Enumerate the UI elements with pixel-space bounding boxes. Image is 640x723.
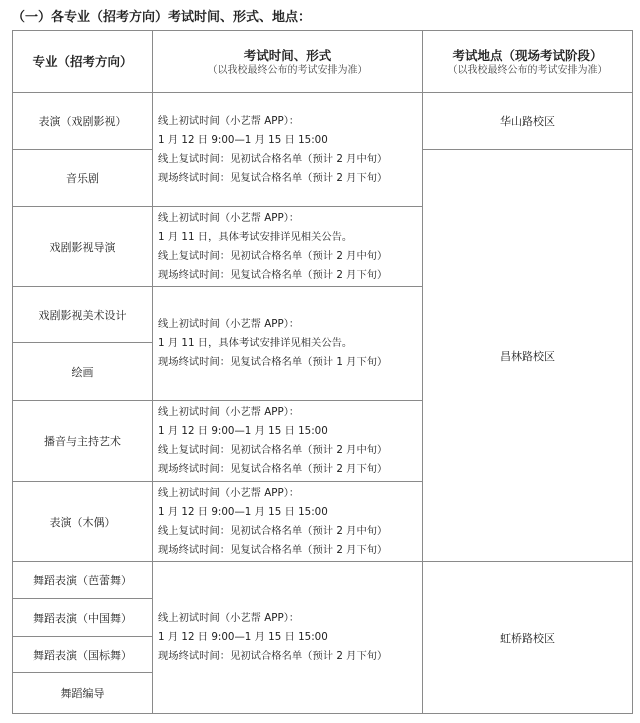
- major-cell: 播音与主持艺术: [13, 401, 153, 482]
- schedule-cell: [153, 93, 423, 207]
- header-location-note: （以我校最终公布的考试安排为准）: [447, 64, 608, 76]
- schedule-cell: [153, 207, 423, 287]
- schedule-cell: [153, 482, 423, 562]
- header-time-note: （以我校最终公布的考试安排为准）: [207, 64, 368, 76]
- schedule-cell: [153, 401, 423, 482]
- table-row: [13, 93, 633, 150]
- header-row: [13, 31, 633, 93]
- schedule-line: 现场终试时间：见初试合格名单（预计 2 月下旬）: [158, 650, 388, 662]
- major-cell: 舞蹈表演（芭蕾舞）: [13, 562, 153, 599]
- schedule-line: 1 月 11 日，具体考试安排详见相关公告。: [158, 337, 353, 349]
- schedule-line: 现场终试时间：见复试合格名单（预计 2 月下旬）: [158, 171, 388, 184]
- schedule-line: 1 月 12 日 9:00—1 月 15 日 15:00: [158, 631, 328, 643]
- header-time-label: 考试时间、形式: [243, 47, 332, 63]
- campus-cell: 虹桥路校区: [423, 562, 633, 714]
- exam-schedule-table: [12, 30, 633, 714]
- major-cell: 舞蹈表演（国标舞）: [13, 637, 153, 673]
- schedule-line: 1 月 12 日 9:00—1 月 15 日 15:00: [158, 505, 328, 518]
- schedule-line: 线上初试时间（小艺帮 APP）：: [158, 486, 300, 499]
- schedule-line: 线上初试时间（小艺帮 APP）：: [158, 211, 300, 224]
- schedule-line: 现场终试时间：见复试合格名单（预计 2 月下旬）: [158, 463, 388, 475]
- major-cell: 表演（戏剧影视）: [13, 93, 153, 150]
- campus-cell: 昌林路校区: [423, 150, 633, 562]
- schedule-line: 线上复试时间：见初试合格名单（预计 2 月中旬）: [158, 444, 388, 456]
- schedule-cell: [153, 287, 423, 401]
- major-cell: 表演（木偶）: [13, 482, 153, 562]
- major-cell: 舞蹈表演（中国舞）: [13, 599, 153, 637]
- major-cell: 音乐剧: [13, 150, 153, 207]
- header-location-label: 考试地点（现场考试阶段）: [452, 47, 603, 63]
- schedule-line: 1 月 12 日 9:00—1 月 15 日 15:00: [158, 133, 328, 146]
- header-major-label: 专业（招考方向）: [32, 54, 133, 69]
- section-title: （一）各专业（招考方向）考试时间、形式、地点：: [12, 10, 312, 25]
- schedule-line: 1 月 11 日，具体考试安排详见相关公告。: [158, 230, 353, 243]
- campus-cell: 华山路校区: [423, 93, 633, 150]
- schedule-line: 线上复试时间：见初试合格名单（预计 2 月中旬）: [158, 152, 388, 165]
- schedule-line: 现场终试时间：见复试合格名单（预计 2 月下旬）: [158, 543, 388, 556]
- schedule-line: 线上初试时间（小艺帮 APP）：: [158, 114, 300, 127]
- schedule-line: 现场终试时间：见复试合格名单（预计 1 月下旬）: [158, 356, 388, 368]
- major-cell: 绘画: [13, 343, 153, 401]
- schedule-line: 线上复试时间：见初试合格名单（预计 2 月中旬）: [158, 524, 388, 537]
- table-row: [13, 562, 633, 599]
- schedule-line: 线上初试时间（小艺帮 APP）：: [158, 318, 300, 330]
- schedule-line: 1 月 12 日 9:00—1 月 15 日 15:00: [158, 425, 328, 437]
- header-major: [13, 31, 153, 93]
- schedule-cell: [153, 562, 423, 714]
- schedule-line: 线上初试时间（小艺帮 APP）：: [158, 406, 300, 418]
- major-cell: 戏剧影视导演: [13, 207, 153, 287]
- schedule-line: 现场终试时间：见复试合格名单（预计 2 月下旬）: [158, 268, 388, 281]
- major-cell: 舞蹈编导: [13, 673, 153, 714]
- schedule-line: 线上初试时间（小艺帮 APP）：: [158, 612, 300, 624]
- header-location: [423, 31, 633, 93]
- schedule-line: 线上复试时间：见初试合格名单（预计 2 月中旬）: [158, 249, 388, 262]
- major-cell: 戏剧影视美术设计: [13, 287, 153, 343]
- header-time: [153, 31, 423, 93]
